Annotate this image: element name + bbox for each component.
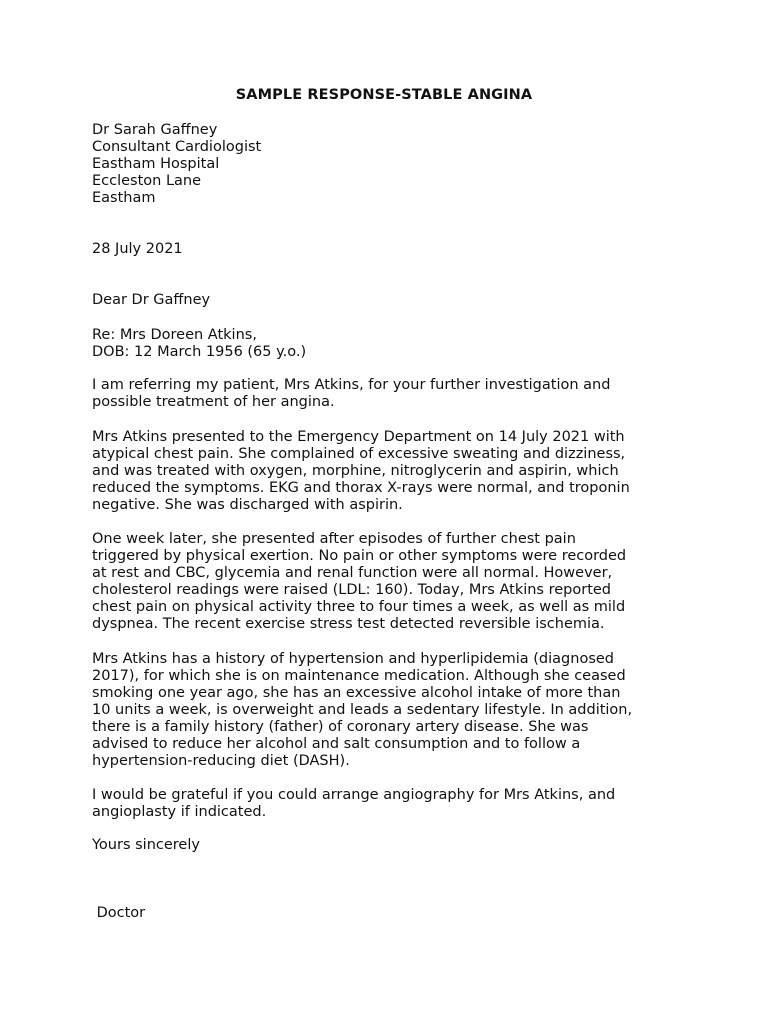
paragraph-line: negative. She was discharged with aspirin. xyxy=(92,497,403,513)
re-patient-name: Re: Mrs Doreen Atkins, xyxy=(92,327,257,343)
paragraph-line: I am referring my patient, Mrs Atkins, for your further investigation and xyxy=(92,377,611,393)
paragraph-line: triggered by physical exertion. No pain or other symptoms were recorded xyxy=(92,548,627,564)
paragraph-referral xyxy=(92,377,682,411)
paragraph-line: One week later, she presented after episodes of further chest pain xyxy=(92,531,576,547)
paragraph-line: advised to reduce her alcohol and salt consumption and to follow a xyxy=(92,736,581,752)
salutation xyxy=(92,292,682,309)
salutation-text: Dear Dr Gaffney xyxy=(92,292,211,308)
recipient-street: Eccleston Lane xyxy=(92,173,202,189)
paragraph-line: hypertension-reducing diet (DASH). xyxy=(92,753,350,769)
paragraph-line: cholesterol readings were raised (LDL: 160). Today, Mrs Atkins reported xyxy=(92,582,612,598)
recipient-address xyxy=(92,122,682,207)
paragraph-line: reduced the symptoms. EKG and thorax X-rays were normal, and troponin xyxy=(92,480,630,496)
paragraph-line: possible treatment of her angina. xyxy=(92,394,335,410)
signature-text: Doctor xyxy=(92,905,146,921)
paragraph-line: I would be grateful if you could arrange angiography for Mrs Atkins, and xyxy=(92,787,616,803)
reference-block xyxy=(92,327,682,361)
closing-text: Yours sincerely xyxy=(92,837,200,853)
re-patient-dob: DOB: 12 March 1956 (65 y.o.) xyxy=(92,344,307,360)
letter-date xyxy=(92,241,682,258)
paragraph-presentation xyxy=(92,429,682,514)
paragraph-history xyxy=(92,651,682,770)
paragraph-line: Mrs Atkins has a history of hypertension and hyperlipidemia (diagnosed xyxy=(92,651,614,667)
document-title: SAMPLE RESPONSE-STABLE ANGINA xyxy=(235,87,533,103)
paragraph-line: angioplasty if indicated. xyxy=(92,804,267,820)
paragraph-line: smoking one year ago, she has an excessive alcohol intake of more than xyxy=(92,685,621,701)
recipient-town: Eastham xyxy=(92,190,156,206)
paragraph-line: 2017), for which she is on maintenance medication. Although she ceased xyxy=(92,668,626,684)
recipient-role: Consultant Cardiologist xyxy=(92,139,262,155)
paragraph-line: Mrs Atkins presented to the Emergency Department on 14 July 2021 with xyxy=(92,429,625,445)
paragraph-line: and was treated with oxygen, morphine, nitroglycerin and aspirin, which xyxy=(92,463,619,479)
paragraph-line: dyspnea. The recent exercise stress test detected reversible ischemia. xyxy=(92,616,605,632)
paragraph-followup xyxy=(92,531,682,633)
signature xyxy=(92,871,682,956)
recipient-name: Dr Sarah Gaffney xyxy=(92,122,218,138)
paragraph-line: there is a family history (father) of coronary artery disease. She was xyxy=(92,719,589,735)
date-text: 28 July 2021 xyxy=(92,241,183,257)
paragraph-request xyxy=(92,787,682,821)
paragraph-line: at rest and CBC, glycemia and renal function were all normal. However, xyxy=(92,565,613,581)
paragraph-line: 10 units a week, is overweight and leads a sedentary lifestyle. In addition, xyxy=(92,702,633,718)
paragraph-line: chest pain on physical activity three to four times a week, as well as mild xyxy=(92,599,626,615)
closing xyxy=(92,837,682,854)
recipient-organization: Eastham Hospital xyxy=(92,156,220,172)
paragraph-line: atypical chest pain. She complained of excessive sweating and dizziness, xyxy=(92,446,626,462)
